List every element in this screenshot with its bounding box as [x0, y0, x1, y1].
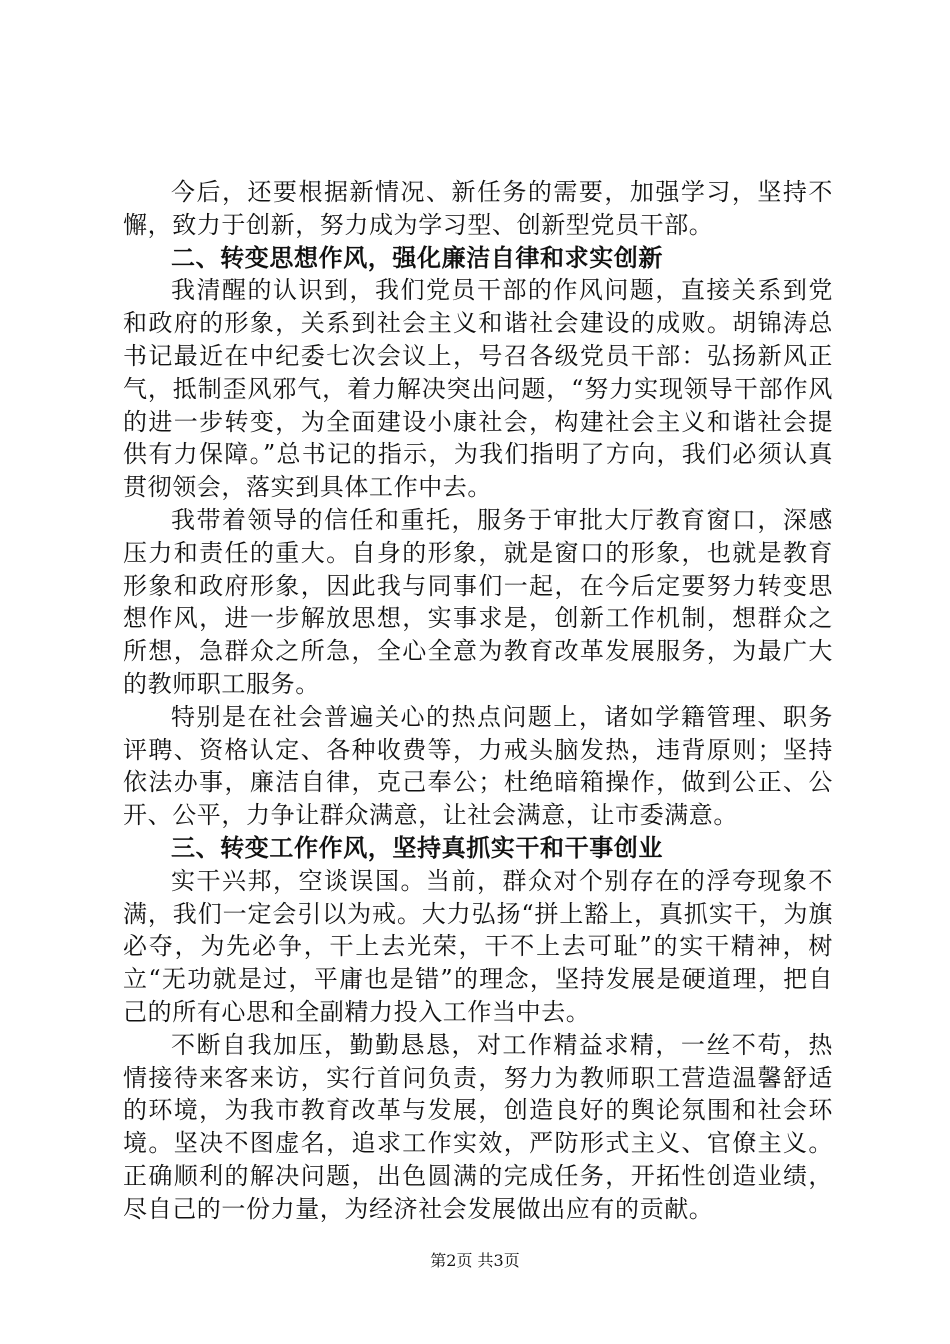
paragraph: 特别是在社会普遍关心的热点问题上，诸如学籍管理、职务评聘、资格认定、各种收费等，力戒头脑发热，违背原则；坚持依法办事，廉洁自律，克己奉公；杜绝暗箱操作，做到公正、公开、公平，力争让群众满意，让社会满意，让市委满意。: [123, 702, 833, 830]
paragraph: 我带着领导的信任和重托，服务于审批大厅教育窗口，深感压力和责任的重大。自身的形象，就是窗口的形象，也就是教育形象和政府形象，因此我与同事们一起，在今后定要努力转变思想作风，进一步解放思想，实事求是，创新工作机制，想群众之所想，急群众之所急，全心全意为教育改革发展服务，为最广大的教师职工服务。: [123, 505, 833, 698]
paragraph: 实干兴邦，空谈误国。当前，群众对个别存在的浮夸现象不满，我们一定会引以为戒。大力弘扬“拼上豁上，真抓实干，为旗必夺，为先必争，干上去光荣，干不上去可耻”的实干精神，树立“无功就是过，平庸也是错”的理念，坚持发展是硬道理，把自己的所有心思和全副精力投入工作当中去。: [123, 866, 833, 1026]
page-number-footer: 第2页 共3页: [430, 1251, 520, 1270]
section-heading-3: 三、转变工作作风，坚持真抓实干和干事创业: [171, 833, 663, 862]
paragraph: 不断自我加压，勤勤恳恳，对工作精益求精，一丝不苟，热情接待来客来访，实行首问负责，努力为教师职工营造温馨舒适的环境，为我市教育改革与发展，创造良好的舆论氛围和社会环境。坚决不图虚名，追求工作实效，严防形式主义、官僚主义。正确顺利的解决问题，出色圆满的完成任务，开拓性创造业绩，尽自己的一份力量，为经济社会发展做出应有的贡献。: [123, 1030, 833, 1223]
section-heading-2: 二、转变思想作风，强化廉洁自律和求实创新: [171, 243, 663, 272]
paragraph-continuation: 今后，还要根据新情况、新任务的需要，加强学习，坚持不懈，致力于创新，努力成为学习型、创新型党员干部。: [123, 178, 833, 239]
paragraph: 我清醒的认识到，我们党员干部的作风问题，直接关系到党和政府的形象，关系到社会主义和谐社会建设的成败。胡锦涛总书记最近在中纪委七次会议上，号召各级党员干部：弘扬新风正气，抵制歪风邪气，着力解决突出问题，“努力实现领导干部作风的进一步转变，为全面建设小康社会，构建社会主义和谐社会提供有力保障。”总书记的指示，为我们指明了方向，我们必须认真贯彻领会，落实到具体工作中去。: [123, 276, 833, 502]
document-body: [123, 176, 833, 1226]
